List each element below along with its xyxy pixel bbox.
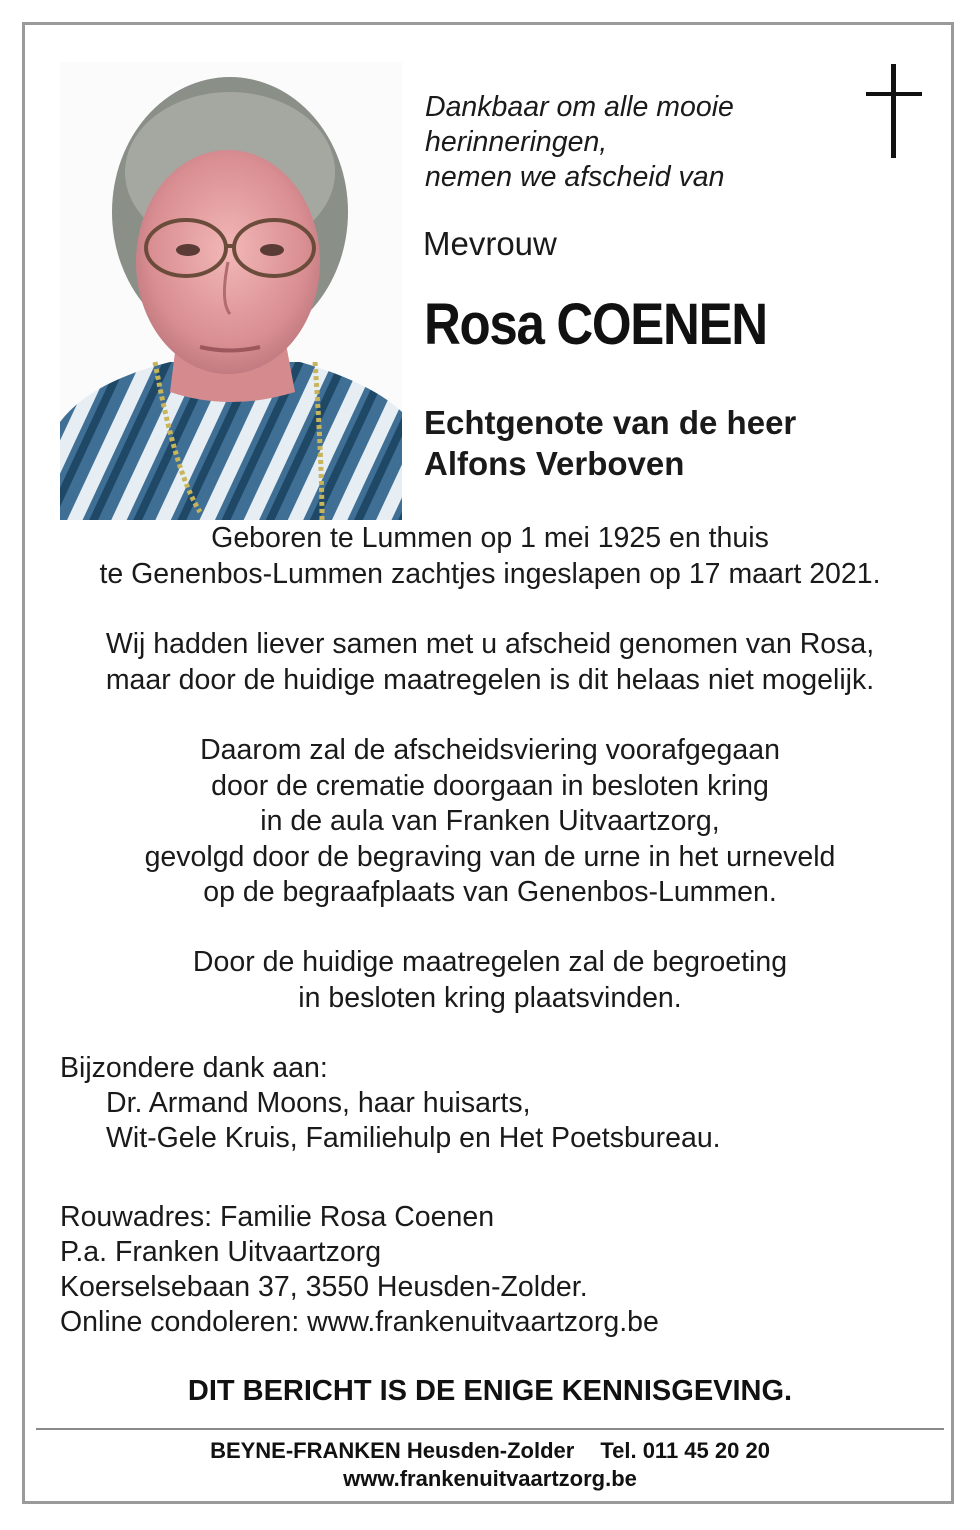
footer-divider <box>36 1428 944 1430</box>
text-line: gevolgd door de begraving van de urne in het urneveld <box>144 840 836 873</box>
text-line: in de aula van Franken Uitvaartzorg, <box>260 805 720 837</box>
text-line: Geboren te Lummen op 1 mei 1925 en thuis <box>211 522 769 554</box>
greeting-paragraph <box>30 945 950 1016</box>
mourning-address <box>60 1200 659 1340</box>
company-website: www.frankenuitvaartzorg.be <box>343 1466 637 1491</box>
thanks-heading: Bijzondere dank aan: <box>60 1052 328 1084</box>
funeral-home-footer <box>30 1437 950 1493</box>
deceased-name: Rosa COENEN <box>424 292 767 357</box>
text-line: Daarom zal de afscheidsviering voorafgegaan <box>200 734 780 766</box>
portrait-photo <box>60 62 402 520</box>
company-phone: Tel. 011 45 20 20 <box>600 1438 770 1463</box>
intro-line: nemen we afscheid van <box>425 161 725 193</box>
thanks-section <box>60 1051 721 1156</box>
text-line: te Genenbos-Lummen zachtjes ingeslapen op 17 maart 2021. <box>99 557 881 590</box>
spouse-info <box>424 402 796 484</box>
address-line: Rouwadres: Familie Rosa Coenen <box>60 1201 495 1233</box>
cross-icon <box>866 64 922 158</box>
text-line: door de crematie doorgaan in besloten kring <box>211 769 769 802</box>
ceremony-paragraph <box>30 733 950 911</box>
company-name: BEYNE-FRANKEN Heusden-Zolder <box>210 1438 575 1463</box>
message-paragraph <box>30 627 950 698</box>
intro-line: herinneringen, <box>425 126 608 158</box>
sole-notice: DIT BERICHT IS DE ENIGE KENNISGEVING. <box>187 1375 793 1407</box>
spouse-line: Alfons Verboven <box>424 445 685 482</box>
text-line: Wij hadden liever samen met u afscheid genomen van Rosa, <box>105 628 875 660</box>
text-line: in besloten kring plaatsvinden. <box>298 981 682 1014</box>
spouse-line: Echtgenote van de heer <box>424 404 797 441</box>
text-line: Door de huidige maatregelen zal de begroeting <box>192 946 788 978</box>
text-line: maar door de huidige maatregelen is dit helaas niet mogelijk. <box>105 663 875 696</box>
thanks-item: Dr. Armand Moons, haar huisarts, <box>106 1087 531 1119</box>
address-line: Koerselsebaan 37, 3550 Heusden-Zolder. <box>60 1271 588 1303</box>
intro-text <box>425 90 734 195</box>
address-line: Online condoleren: www.frankenuitvaartzorg.be <box>60 1306 659 1338</box>
birth-death-paragraph <box>30 521 950 592</box>
address-line: P.a. Franken Uitvaartzorg <box>60 1236 382 1268</box>
intro-line: Dankbaar om alle mooie <box>425 91 734 123</box>
honorific: Mevrouw <box>423 225 557 262</box>
thanks-item: Wit-Gele Kruis, Familiehulp en Het Poetsbureau. <box>106 1122 721 1154</box>
text-line: op de begraafplaats van Genenbos-Lummen. <box>203 876 777 908</box>
